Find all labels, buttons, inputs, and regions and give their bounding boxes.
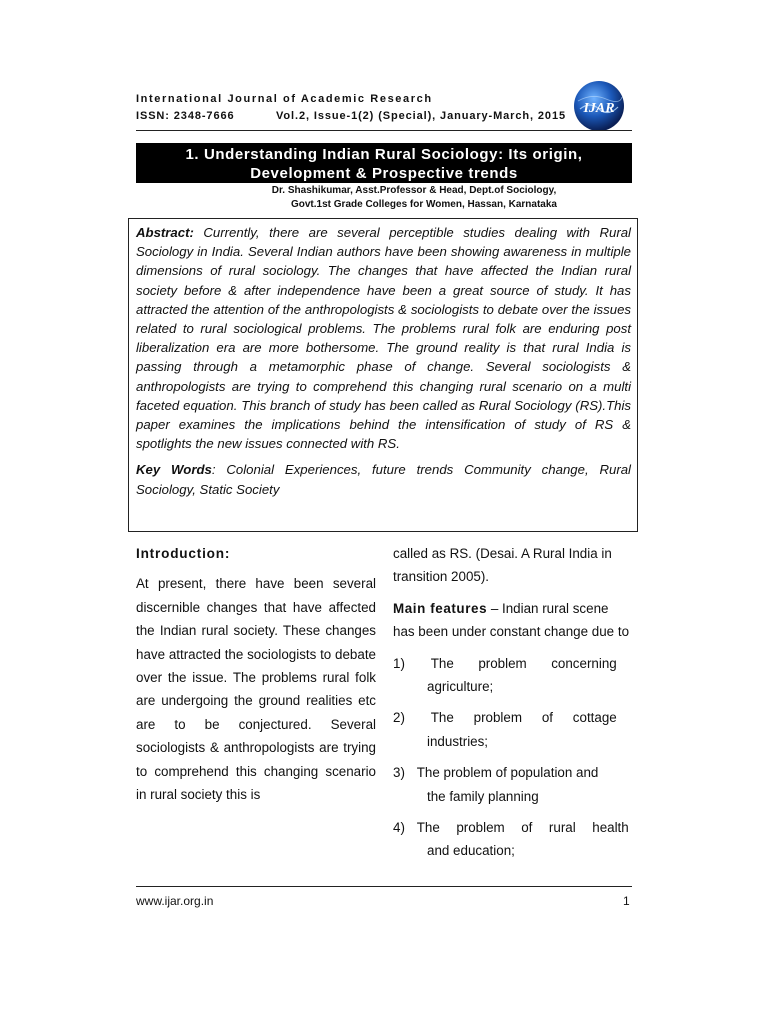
abstract-label: Abstract: [136, 225, 194, 240]
list-item-number: 1) [393, 655, 405, 671]
introduction-heading: Introduction: [136, 546, 231, 561]
list-item-number: 4) [393, 820, 405, 836]
logo-text: IJAR [583, 101, 615, 116]
list-item [393, 652, 633, 699]
keywords-label: Key Words [136, 462, 212, 478]
abstract-box [128, 218, 638, 532]
abstract-text: Currently, there are several perceptible studies dealing with Rural Sociology in India. Several Indian authors have been showing awareness in multiple dimensions of rural sociology. The changes that have affected the Indian rural society before & after independence have been a great source of study. It has attracted the attention of the anthropologists & sociologists to debate over the issues related to rural sociological problems. The problems rural folk are enduring post liberalization era are more bothersome. The ground reality is that rural India is passing through a metamorphic phase of change. Several sociologists & anthropologists are trying to comprehend this changing rural scenario on a multi faceted equation. This branch of study has been called as Rural Sociology (RS).This paper examines the implications behind the intensification of study of RS & spotlights the new issues connected with RS. [136, 225, 631, 452]
list-item-first: The problem of rural health [416, 820, 629, 836]
problems-list [393, 652, 633, 863]
keywords-text: : Colonial Experiences, future trends Community change, Rural Sociology, Static Society [136, 462, 631, 497]
paper-title [136, 143, 632, 183]
list-item-number: 2) [393, 710, 405, 726]
list-item-rest: agriculture; [427, 679, 494, 695]
footer-rule [136, 886, 632, 887]
main-features-label: Main features [393, 600, 488, 616]
list-item-number: 3) [393, 765, 405, 781]
journal-meta [136, 110, 566, 122]
volume-issue: Vol.2, Issue-1(2) (Special), January-March, 2015 [276, 110, 566, 122]
left-column [136, 542, 376, 806]
main-features-paragraph [393, 597, 633, 644]
title-line-2: Development & Prospective trends [250, 165, 518, 182]
list-item-rest: the family planning [427, 788, 539, 804]
list-item-first: The problem concerning [430, 655, 617, 671]
author-line-2: Govt.1st Grade Colleges for Women, Hassan, Karnataka [290, 199, 557, 210]
list-item [393, 816, 633, 863]
abstract-paragraph [136, 223, 631, 453]
author-block [136, 184, 632, 212]
list-item-rest: and education; [427, 843, 515, 859]
main-features-text: – Indian rural scene has been under constant change due to [393, 600, 630, 640]
header-rule [136, 130, 632, 131]
keywords [136, 460, 631, 498]
journal-name: International Journal of Academic Research [136, 93, 433, 105]
list-item-first: The problem of cottage [430, 710, 617, 726]
list-item [393, 706, 633, 753]
footer-url: www.ijar.org.in [136, 894, 214, 908]
journal-logo [572, 79, 626, 133]
continuation-text: called as RS. (Desai. A Rural India in transition 2005). [393, 546, 612, 585]
issn: ISSN: 2348-7666 [136, 110, 235, 122]
list-item-rest: industries; [427, 733, 489, 749]
list-item [393, 761, 633, 808]
list-item-first: The problem of population and [416, 765, 599, 781]
author-line-1: Dr. Shashikumar, Asst.Professor & Head, Dept.of Sociology, [271, 185, 557, 196]
page-number: 1 [623, 894, 630, 908]
title-line-1: 1. Understanding Indian Rural Sociology: Its origin, [185, 146, 583, 163]
right-column [393, 542, 633, 871]
introduction-text: At present, there have been several discernible changes that have affected the Indian rural society. These changes have attracted the sociologists to debate over the issue. The problems rural folk are undergoing the ground realities etc are to be conjectured. Several sociologists & anthropologists are trying to comprehend this changing scenario in rural society this is [136, 576, 376, 803]
